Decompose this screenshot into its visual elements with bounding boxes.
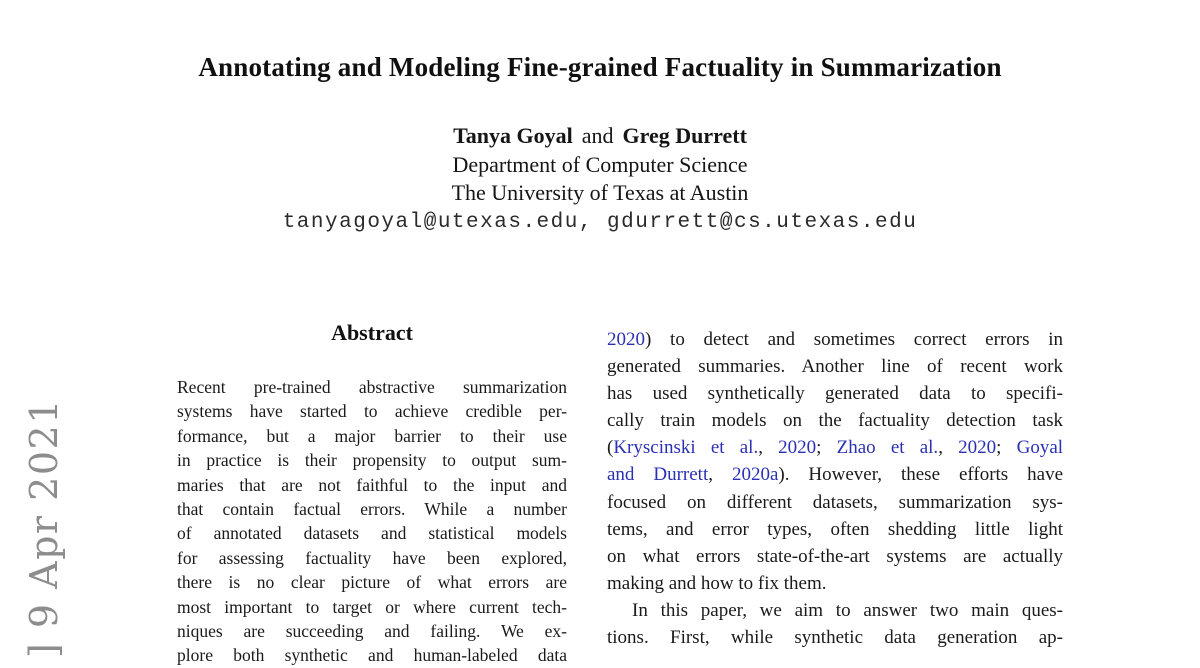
right-column [607, 326, 1063, 651]
email-line: tanyagoyal@utexas.edu, gdurrett@cs.utexas.edu [282, 210, 918, 234]
text-segment: , [938, 437, 959, 459]
text-segment: generated summaries. Another line of recent work [607, 356, 1063, 378]
paper-title: Annotating and Modeling Fine-grained Factuality in Summarization [198, 52, 1002, 82]
text-line [607, 516, 1063, 543]
text-line [607, 489, 1063, 516]
author-name-1: Tanya Goyal [453, 123, 573, 148]
text-line [607, 326, 1063, 353]
text-line [177, 448, 567, 472]
text-line [607, 543, 1063, 570]
text-segment: Recent pre-trained abstractive summarization [177, 377, 567, 397]
text-segment: that contain factual errors. While a number [177, 499, 567, 520]
text-line [177, 375, 567, 399]
citation-link[interactable]: Zhao et al. [836, 437, 939, 459]
text-segment: making and how to fix them. [607, 572, 827, 594]
author-block [0, 122, 1200, 237]
text-line [177, 546, 567, 570]
text-line [177, 521, 567, 545]
text-segment: cally train models on the factuality detection task [607, 410, 1063, 432]
text-line [177, 497, 567, 521]
text-segment: ; [996, 437, 1017, 459]
text-segment: focused on different datasets, summarization sys- [607, 491, 1063, 513]
text-segment: ). However, these efforts have [778, 464, 1064, 486]
text-segment: most important to target or where current tech- [177, 596, 567, 617]
text-segment: ( [607, 437, 614, 459]
text-segment: of annotated datasets and statistical models [177, 523, 567, 544]
text-line [177, 399, 567, 423]
citation-link[interactable]: 2020 [958, 437, 997, 459]
text-segment: , [758, 437, 779, 459]
text-segment: plore both synthetic and human-labeled data [177, 645, 567, 666]
left-column [177, 320, 567, 668]
citation-link[interactable]: 2020 [778, 437, 817, 459]
text-line [177, 619, 567, 643]
text-line [177, 643, 567, 667]
text-line [607, 624, 1063, 651]
author-separator: and [581, 123, 614, 148]
citation-link[interactable]: and Durrett [607, 464, 709, 486]
text-line [177, 595, 567, 619]
text-segment: , [708, 464, 732, 486]
text-line [607, 461, 1063, 488]
intro-paragraph-new [607, 597, 1063, 651]
text-line [607, 407, 1063, 434]
text-segment: on what errors state-of-the-art systems are actually [607, 545, 1063, 567]
text-line [607, 380, 1063, 407]
text-line [177, 424, 567, 448]
text-segment: for assessing factuality have been explored, [177, 547, 567, 568]
text-line [607, 434, 1063, 461]
author-name-2: Greg Durrett [622, 123, 747, 148]
text-line [607, 353, 1063, 380]
text-segment: formance, but a major barrier to their use [177, 425, 567, 446]
text-segment: in practice is their propensity to output sum- [177, 450, 567, 471]
text-segment: maries that are not faithful to the input and [177, 474, 567, 495]
abstract-heading: Abstract [331, 320, 413, 345]
text-line [607, 570, 1063, 597]
author-line [0, 122, 1200, 151]
arxiv-stamp-date: ] 9 Apr 2021 [22, 398, 66, 658]
intro-paragraph-continued [607, 326, 1063, 597]
text-segment: tions. First, while synthetic data generation ap- [607, 627, 1063, 649]
text-line [177, 570, 567, 594]
text-segment: ) to detect and sometimes correct errors in [645, 329, 1063, 350]
affiliation-line-university: The University of Texas at Austin [451, 180, 749, 205]
abstract-paragraph [177, 375, 567, 668]
text-segment: In this paper, we aim to answer two main ques- [632, 599, 1063, 621]
citation-link[interactable]: 2020a [731, 464, 779, 486]
text-line [607, 597, 1063, 624]
text-segment: tems, and error types, often shedding little light [607, 518, 1063, 540]
text-segment: niques are succeeding and failing. We ex- [177, 621, 567, 642]
text-line [177, 473, 567, 497]
citation-link[interactable]: 2020 [607, 329, 645, 350]
affiliation-line-department: Department of Computer Science [452, 151, 748, 177]
text-segment: has used synthetically generated data to specifi- [607, 383, 1063, 405]
text-segment: there is no clear picture of what errors are [177, 572, 567, 593]
citation-link[interactable]: Goyal [1016, 437, 1064, 459]
text-segment: systems have started to achieve credible per- [177, 401, 567, 422]
citation-link[interactable]: Kryscinski et al. [613, 437, 759, 459]
text-segment: ; [816, 437, 837, 459]
